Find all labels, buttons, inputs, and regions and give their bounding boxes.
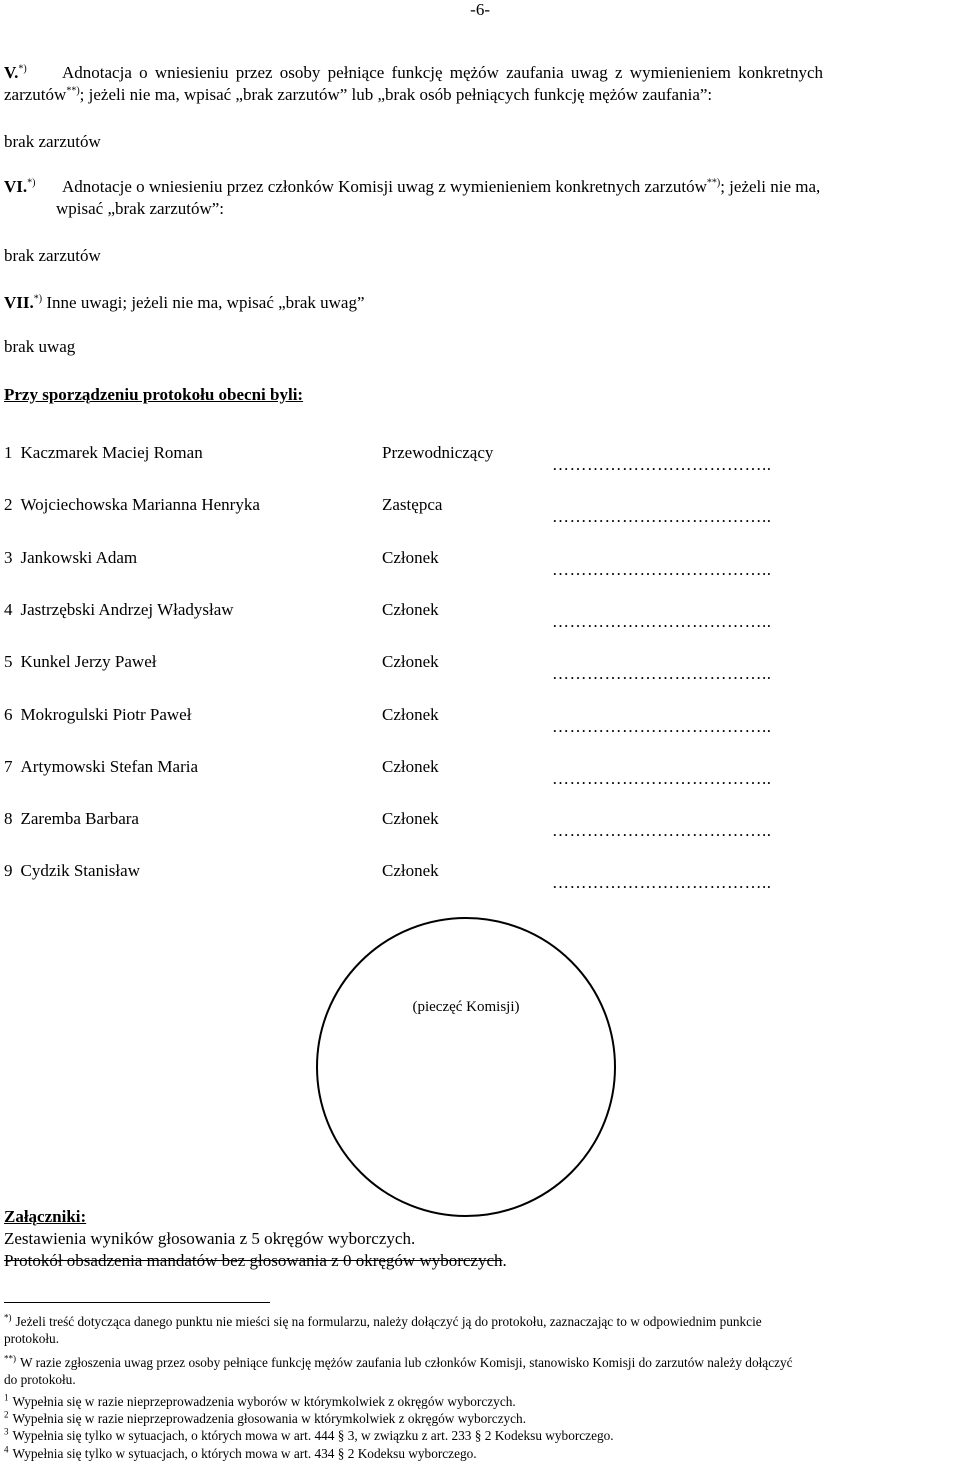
member-row (4, 861, 956, 891)
footnote-text-cont: protokołu. (4, 1331, 60, 1346)
member-name-group (4, 443, 203, 463)
member-row (4, 495, 956, 525)
member-fullname: Jankowski Adam (20, 548, 138, 567)
section-v-answer: brak zarzutów (4, 132, 101, 151)
member-name-group (4, 809, 139, 829)
signature-line: ……………………………….. (552, 507, 772, 526)
member-name-group (4, 548, 137, 568)
footnote-ref: **) (66, 85, 80, 97)
section-vi-text: Adnotacje o wniesieniu przez członków Komisji uwag z wymienieniem konkretnych zarzutów (62, 177, 707, 196)
footnote-ref: *) (33, 293, 43, 305)
member-role: Zastępca (382, 495, 443, 514)
member-role: Przewodniczący (382, 443, 494, 462)
member-name-group (4, 705, 191, 725)
attachments-heading: Załączniki: (4, 1207, 87, 1226)
seal-label: (pieczęć Komisji) (412, 999, 520, 1015)
section-v (4, 62, 956, 106)
member-row (4, 652, 956, 682)
footnote-ref: *) (27, 177, 36, 189)
member-row (4, 757, 956, 787)
attachment-struck-text: Protokół obsadzenia mandatów bez głosowania z 0 okręgów wyborczych (4, 1251, 503, 1270)
signature-line: ……………………………….. (552, 873, 772, 892)
member-role: Członek (382, 548, 439, 567)
attachment-item: Zestawienia wyników głosowania z 5 okręgów wyborczych. (4, 1229, 416, 1248)
member-name: 4 (4, 600, 13, 619)
footnote-mark: 3 (4, 1426, 9, 1437)
footnote-ref: **) (706, 177, 721, 189)
footnote-mark: 4 (4, 1444, 9, 1455)
footnote-mark: **) (4, 1353, 16, 1364)
section-vi-answer: brak zarzutów (4, 246, 101, 265)
member-name: 5 (4, 652, 13, 671)
section-vii-text: Inne uwagi; jeżeli nie ma, wpisać „brak uwag” (46, 293, 365, 312)
footnote-text: Wypełnia się w razie nieprzeprowadzenia wyborów w którymkolwiek z okręgów wyborczych. (12, 1394, 516, 1409)
footnote-divider (4, 1302, 270, 1303)
footnote-mark: 2 (4, 1409, 9, 1420)
member-row (4, 548, 956, 578)
section-vi-label: VI. (4, 177, 28, 196)
member-role: Członek (382, 652, 439, 671)
footnote (4, 1427, 956, 1444)
attachment-tail: . (502, 1251, 507, 1270)
member-fullname: Zaremba Barbara (20, 809, 139, 828)
member-fullname: Mokrogulski Piotr Paweł (20, 705, 192, 724)
footnote-text: W razie zgłoszenia uwag przez osoby pełniące funkcję mężów zaufania lub członków Komisji, stanowisko Komisji do zarzutów należy dołączyć (20, 1355, 793, 1370)
member-name: 9 (4, 861, 13, 880)
footnote (4, 1410, 956, 1427)
member-name: 1 (4, 443, 13, 462)
footnote-text: Wypełnia się w razie nieprzeprowadzenia głosowania w którymkolwiek z okręgów wyborczych. (12, 1411, 527, 1426)
member-name: 6 (4, 705, 13, 724)
member-role: Członek (382, 809, 439, 828)
signature-line: ……………………………….. (552, 821, 772, 840)
member-role: Członek (382, 757, 439, 776)
signature-line: ……………………………….. (552, 560, 772, 579)
member-name: 3 (4, 548, 13, 567)
footnote (4, 1445, 956, 1462)
member-row (4, 443, 956, 473)
member-role: Członek (382, 600, 439, 619)
footnote-ref: *) (18, 63, 27, 75)
member-name-group (4, 652, 156, 672)
signature-line: ……………………………….. (552, 455, 772, 474)
section-v-label: V. (4, 63, 19, 82)
footnote-mark: *) (4, 1312, 12, 1323)
member-name-group (4, 495, 260, 515)
section-v-text-cont: zarzutów (4, 85, 67, 104)
member-fullname: Kaczmarek Maciej Roman (20, 443, 203, 462)
member-name: 2 (4, 495, 13, 514)
member-row (4, 809, 956, 839)
section-vii-answer: brak uwag (4, 337, 76, 356)
footnote-mark: 1 (4, 1392, 9, 1403)
member-fullname: Wojciechowska Marianna Henryka (20, 495, 260, 514)
member-role: Członek (382, 861, 439, 880)
signature-line: ……………………………….. (552, 664, 772, 683)
footnote (4, 1313, 956, 1347)
seal-circle (316, 917, 616, 1217)
footnote (4, 1354, 956, 1388)
member-fullname: Artymowski Stefan Maria (20, 757, 199, 776)
member-name: 8 (4, 809, 13, 828)
section-vii-label: VII. (4, 293, 34, 312)
attendance-heading: Przy sporządzeniu protokołu obecni byli: (4, 385, 304, 404)
signature-line: ……………………………….. (552, 717, 772, 736)
footnote (4, 1393, 956, 1410)
footnote-text: Wypełnia się tylko w sytuacjach, o których mowa w art. 444 § 3, w związku z art. 233 § 2 Kodeksu wyborczego. (12, 1428, 614, 1443)
member-fullname: Jastrzębski Andrzej Władysław (20, 600, 234, 619)
member-role: Członek (382, 705, 439, 724)
attachment-item-struck (4, 1251, 507, 1271)
member-name-group (4, 861, 140, 881)
section-v-text: Adnotacja o wniesieniu przez osoby pełniące funkcję mężów zaufania uwag z wymienieniem konkretnych (62, 63, 824, 82)
member-name-group (4, 600, 234, 620)
section-vii (4, 292, 956, 314)
section-vi-text-cont: wpisać „brak zarzutów”: (56, 199, 225, 218)
member-name: 7 (4, 757, 13, 776)
member-row (4, 600, 956, 630)
footnote-text: Wypełnia się tylko w sytuacjach, o których mowa w art. 434 § 2 Kodeksu wyborczego. (12, 1446, 477, 1461)
member-fullname: Cydzik Stanisław (20, 861, 140, 880)
member-row (4, 705, 956, 735)
section-vi-text-b: ; jeżeli nie ma, (720, 177, 821, 196)
footnote-text-cont: do protokołu. (4, 1372, 76, 1387)
member-name-group (4, 757, 198, 777)
footnote-text: Jeżeli treść dotycząca danego punktu nie mieści się na formularzu, należy dołączyć ją do protokołu, zaznaczając to w odpowiednim punkcie (15, 1314, 762, 1329)
section-v-text-cont2: ; jeżeli nie ma, wpisać „brak zarzutów” lub „brak osób pełniących funkcję mężów zaufania”: (79, 85, 713, 104)
member-fullname: Kunkel Jerzy Paweł (20, 652, 157, 671)
section-vi (4, 176, 956, 220)
signature-line: ……………………………….. (552, 612, 772, 631)
signature-line: ……………………………….. (552, 769, 772, 788)
page-number: -6- (470, 0, 490, 19)
